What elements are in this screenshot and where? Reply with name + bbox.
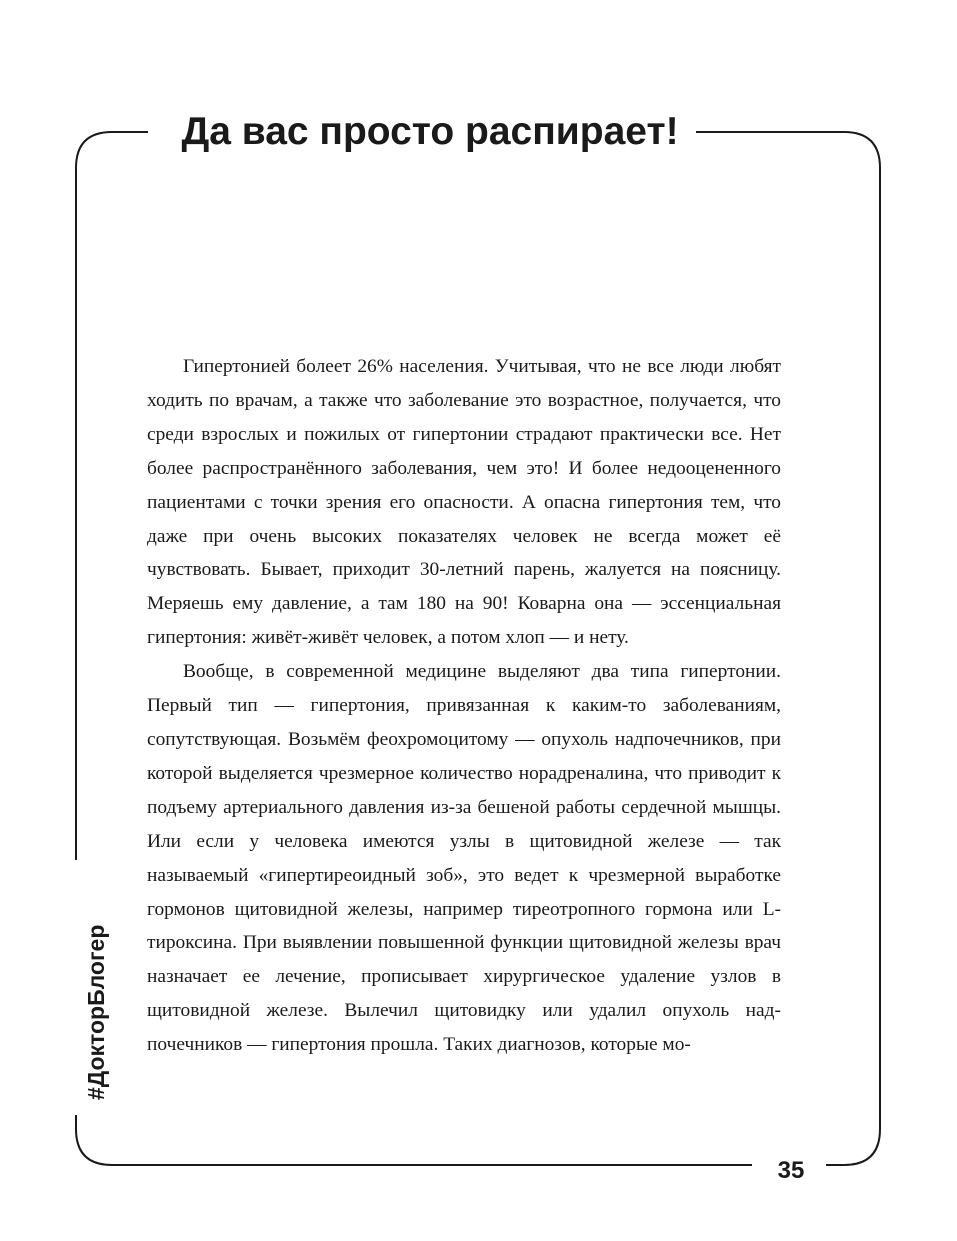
chapter-title: Да вас просто распирает!: [181, 110, 679, 153]
frame-top-left-line: [76, 132, 148, 860]
paragraph-2: Вообще, в современной медицине выделяют два типа гипертонии. Первый тип — гипертония, привязанная к каким-то заболеваниям, сопутствующая. Возьмём феохромоцитому — опухоль надпочечников, при которой выделяется чрезмерное количество норадреналина, что приводит к подъему артериального давления из-за бешеной работы сердечной мышцы. Или если у человека имеются узлы в щитовидной железе — так называемый «гипертиреоидный зоб», это ведет к чрезмерной выработке гормонов щитовидной железы, например тиреотропного гормона или L-тироксина. При выявлении повышенной функции щитовидной железы врач назначает ее лечение, прописывает хирургическое удаление узлов в щитовидной железе. Вылечил щитовидку или удалил опухоль надпочечников — гипертония прошла. Таких диагнозов, которые мо-: [147, 661, 781, 1056]
paragraph-1: Гипертонией болеет 26% населения. Учитывая, что не все люди любят ходить по врачам, а также что заболевание это возрастное, получается, что среди взрослых и пожилых от гипертонии страдают практически все. Нет более распространённого заболевания, чем это! И более недооцененного пациентами с точки зрения его опасности. А опасна гипертония тем, что даже при очень высоких показателях человек не всегда может её чувствовать. Бывает, приходит 30-летний парень, жалуется на поясницу. Меряешь ему давление, а там 180 на 90! Коварна она — эссенциальная гипертония: живёт-живёт человек, а потом хлоп — и нету.: [147, 356, 781, 649]
frame-bottom-left-line: [76, 1115, 752, 1165]
page-number: 35: [777, 1157, 805, 1184]
body-text: [147, 350, 781, 1062]
side-hashtag: #ДокторБлогер: [83, 924, 109, 1100]
